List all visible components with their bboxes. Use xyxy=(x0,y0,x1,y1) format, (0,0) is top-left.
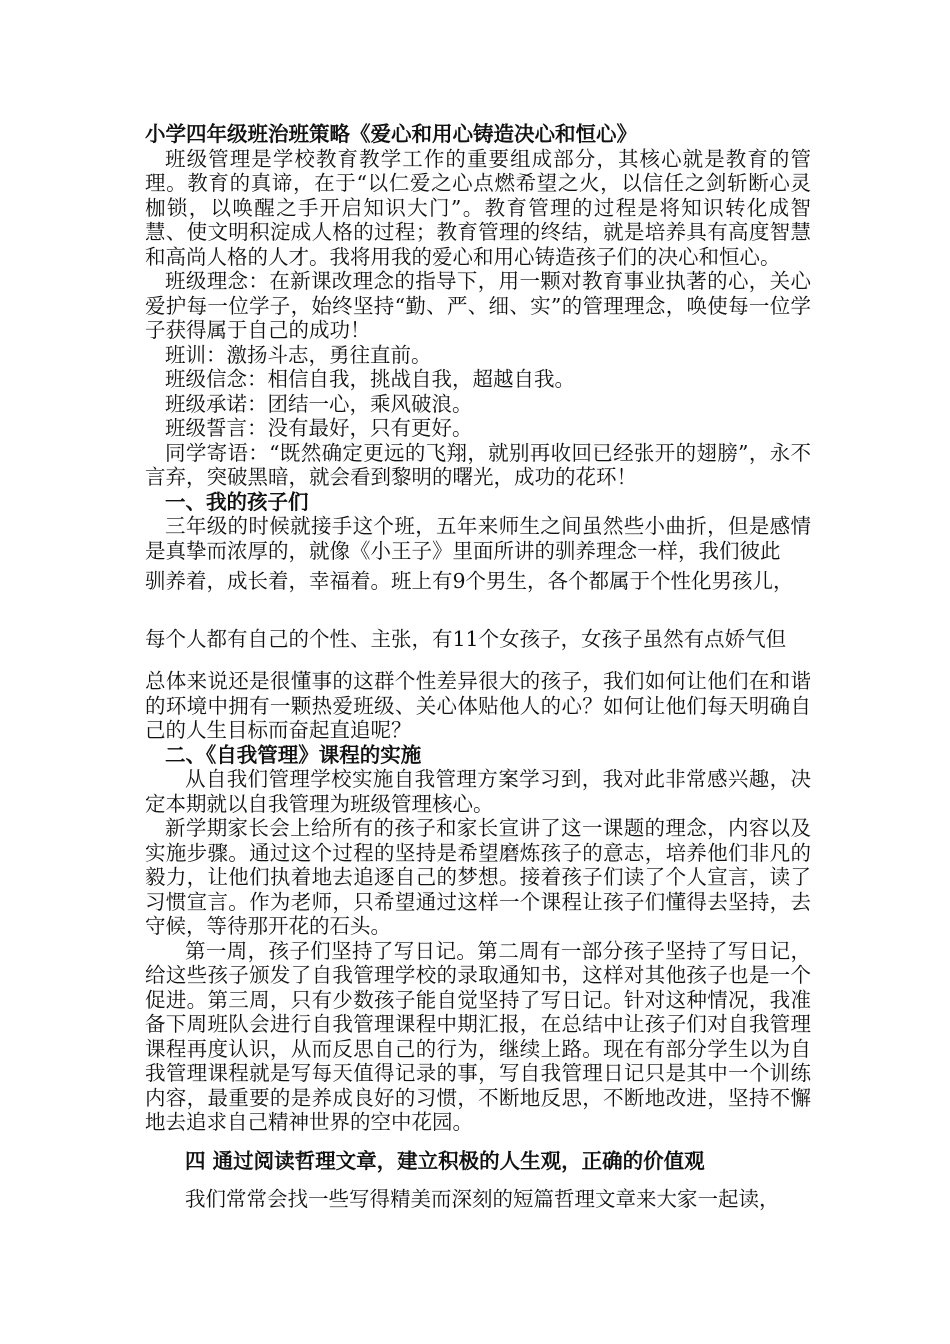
section2-paragraph-3: 第一周，孩子们坚持了写日记。第二周有一部分孩子坚持了写日记，给这些孩子颁发了自我管理学校的录取通知书，这样对其他孩子也是一个促进。第三周，只有少数孩子能自觉坚持了写日记。针对这种情况，我准备下周班队会进行自我管理课程中期汇报，在总结中让孩子们对自我管理课程再度认识，从而反思自己的行为，继续上路。现在有部分学生以为自我管理课程就是写每天值得记录的事，写自我管理日记只是其中一个训练内容，最重要的是养成良好的习惯，不断地反思，不断地改进，坚持不懈地去追求自己精神世界的空中花园。 xyxy=(145,938,811,1134)
section1-paragraph-3: 每个人都有自己的个性、主张，有11个女孩子，女孩子虽然有点娇气但 xyxy=(145,627,787,651)
section1-paragraph-4: 总体来说还是很懂事的这群个性差异很大的孩子，我们如何让他们在和谐的环境中拥有一颗热爱班级、关心体贴他人的心？如何让他们每天明确自己的人生目标而奋起直追呢？ xyxy=(145,669,811,742)
section1-paragraph-1: 三年级的时候就接手这个班，五年来师生之间虽然些小曲折，但是感情是真挚而浓厚的，就像《小王子》里面所讲的驯养理念一样，我们彼此 xyxy=(145,514,811,563)
document-body xyxy=(145,122,811,1212)
class-motto: 班训：激扬斗志，勇往直前。 xyxy=(165,342,432,367)
section4-paragraph-1: 我们常常会找一些写得精美而深刻的短篇哲理文章来大家一起读， xyxy=(185,1187,780,1211)
section2-paragraph-2: 新学期家长会上给所有的孩子和家长宣讲了这一课题的理念，内容以及实施步骤。通过这个过程的坚持是希望磨炼孩子的意志，培养他们非凡的毅力，让他们执着地去追逐自己的梦想。接着孩子们读了个人宣言，读了习惯宣言。作为老师，只希望通过这样一个课程让孩子们懂得去坚持，去守候，等待那开花的石头。 xyxy=(145,816,811,938)
intro-paragraph: 班级管理是学校教育教学工作的重要组成部分，其核心就是教育的管理。教育的真谛，在于“以仁爱之心点燃希望之火，以信任之剑斩断心灵枷锁，以唤醒之手开启知识大门”。教育管理的过程是将知识转化成智慧、使文明积淀成人格的过程；教育管理的终结，就是培养具有高度智慧和高尚人格的人才。我将用我的爱心和用心铸造孩子们的决心和恒心。 xyxy=(145,146,811,269)
class-promise: 班级承诺：团结一心，乘风破浪。 xyxy=(165,391,473,416)
document-title: 小学四年级班治班策略《爱心和用心铸造决心和恒心》 xyxy=(145,122,637,146)
section1-paragraph-2: 驯养着，成长着，幸福着。班上有9个男生，各个都属于个性化男孩儿， xyxy=(145,569,794,593)
student-message: 同学寄语：“既然确定更远的飞翔，就别再收回已经张开的翅膀”，永不言弃，突破黑暗，就会看到黎明的曙光，成功的花环！ xyxy=(145,440,811,489)
section2-paragraph-1: 从自我们管理学校实施自我管理方案学习到，我对此非常感兴趣，决定本期就以自我管理为班级管理核心。 xyxy=(145,767,811,816)
class-belief: 班级信念：相信自我，挑战自我，超越自我。 xyxy=(165,367,575,391)
section-heading-4: 四 通过阅读哲理文章，建立积极的人生观，正确的价值观 xyxy=(185,1148,705,1173)
class-oath: 班级誓言：没有最好，只有更好。 xyxy=(165,416,473,440)
class-philosophy: 班级理念：在新课改理念的指导下，用一颗对教育事业执著的心，关心爱护每一位学子，始终坚持“勤、严、细、实”的管理理念，唤使每一位学子获得属于自己的成功！ xyxy=(145,269,811,342)
section-heading-1: 一、我的孩子们 xyxy=(165,489,309,514)
section-heading-2: 二、《自我管理》课程的实施 xyxy=(165,742,422,767)
